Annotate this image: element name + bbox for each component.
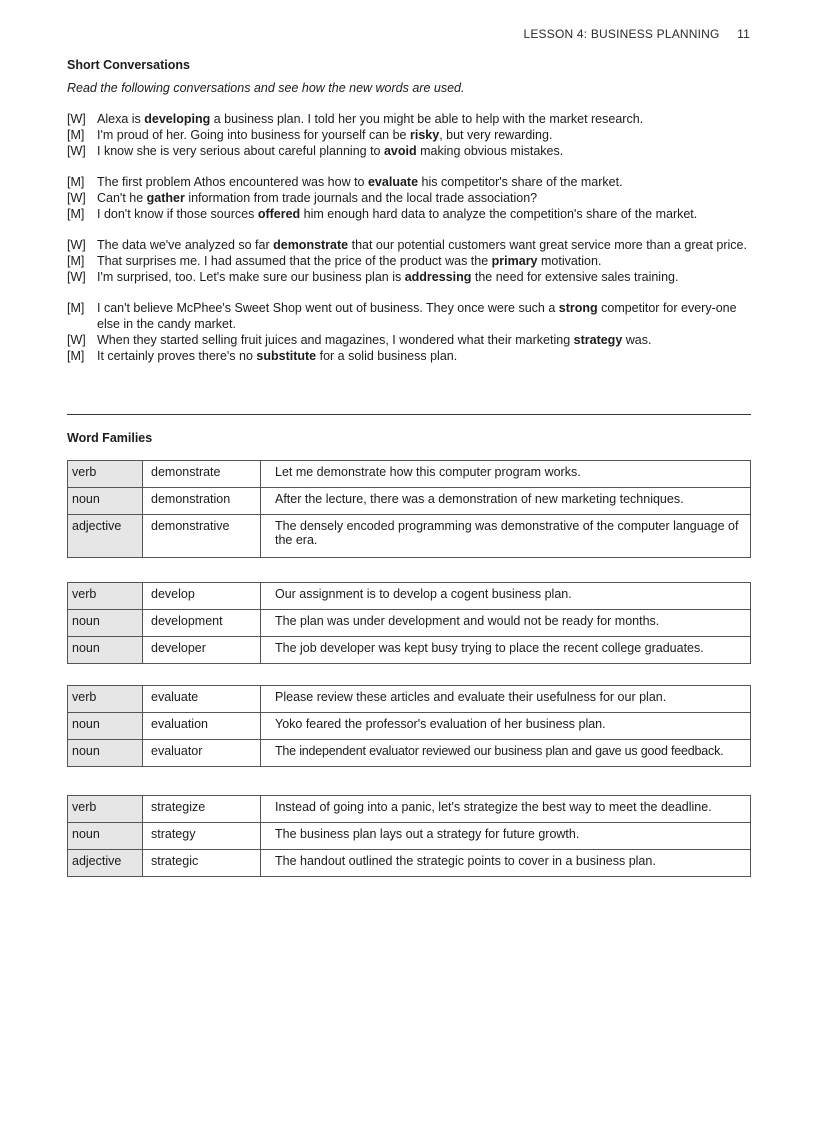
table-row xyxy=(68,850,751,877)
example-sentence: The handout outlined the strategic points to cover in a business plan. xyxy=(261,850,751,877)
table-row xyxy=(68,740,751,767)
line-text: It certainly proves there's no substitute for a solid business plan. xyxy=(97,349,458,363)
line-text: The data we've analyzed so far demonstrate that our potential customers want great service more than a great price. xyxy=(97,238,747,252)
conversations xyxy=(67,111,751,379)
line-text: That surprises me. I had assumed that the price of the product was the primary motivation. xyxy=(97,254,602,268)
line-text: When they started selling fruit juices and magazines, I wondered what their marketing strategy was. xyxy=(97,333,652,347)
conversation-line xyxy=(67,143,751,159)
conversation-line xyxy=(67,174,751,190)
speaker: [M] xyxy=(67,254,85,268)
word-form: strategize xyxy=(143,796,261,823)
speaker: [M] xyxy=(67,175,85,189)
conversation-line xyxy=(67,237,751,253)
table-row xyxy=(68,686,751,713)
line-text: Alexa is developing a business plan. I told her you might be able to help with the market research. xyxy=(97,112,644,126)
conversation-line xyxy=(67,332,751,348)
line-text: I can't believe McPhee's Sweet Shop went out of business. They once were such a strong competitor for every-one else in the candy market. xyxy=(97,301,737,331)
conversation-line xyxy=(67,269,751,285)
line-text: The first problem Athos encountered was how to evaluate his competitor's share of the market. xyxy=(97,175,623,189)
line-text: I don't know if those sources offered him enough hard data to analyze the competition's share of the market. xyxy=(97,207,698,221)
table-row xyxy=(68,713,751,740)
vocab-word: strategy xyxy=(573,333,623,347)
example-sentence: The densely encoded programming was demonstrative of the computer language of the era. xyxy=(261,515,751,558)
word-families-title: Word Families xyxy=(67,431,153,445)
line-text: I know she is very serious about careful planning to avoid making obvious mistakes. xyxy=(97,144,564,158)
example-sentence: The plan was under development and would not be ready for months. xyxy=(261,610,751,637)
conversation-line xyxy=(67,127,751,143)
vocab-word: evaluate xyxy=(367,175,419,189)
part-of-speech: verb xyxy=(68,461,143,488)
example-sentence: The business plan lays out a strategy for future growth. xyxy=(261,823,751,850)
word-form: strategic xyxy=(143,850,261,877)
section-divider xyxy=(67,414,751,415)
vocab-word: developing xyxy=(144,112,211,126)
table-row xyxy=(68,583,751,610)
word-family-table-strategize xyxy=(67,795,751,877)
vocab-word: offered xyxy=(257,207,301,221)
word-form: develop xyxy=(143,583,261,610)
part-of-speech: noun xyxy=(68,713,143,740)
example-sentence: Yoko feared the professor's evaluation of her business plan. xyxy=(261,713,751,740)
word-family-table-evaluate xyxy=(67,685,751,767)
conversation-group xyxy=(67,237,751,285)
line-text: I'm surprised, too. Let's make sure our business plan is addressing the need for extensive sales training. xyxy=(97,270,679,284)
speaker: [W] xyxy=(67,333,86,347)
example-sentence: Our assignment is to develop a cogent business plan. xyxy=(261,583,751,610)
vocab-word: avoid xyxy=(383,144,417,158)
conversation-group xyxy=(67,300,751,364)
example-sentence: After the lecture, there was a demonstration of new marketing techniques. xyxy=(261,488,751,515)
speaker: [W] xyxy=(67,112,86,126)
speaker: [M] xyxy=(67,349,85,363)
word-form: demonstrate xyxy=(143,461,261,488)
word-family-table-demonstrate xyxy=(67,460,751,558)
vocab-word: strong xyxy=(558,301,598,315)
word-form: evaluator xyxy=(143,740,261,767)
line-text: Can't he gather information from trade journals and the local trade association? xyxy=(97,191,538,205)
part-of-speech: verb xyxy=(68,796,143,823)
example-sentence: The job developer was kept busy trying to place the recent college graduates. xyxy=(261,637,751,664)
speaker: [M] xyxy=(67,207,85,221)
conversation-line xyxy=(67,190,751,206)
speaker: [M] xyxy=(67,128,85,142)
speaker: [W] xyxy=(67,144,86,158)
example-sentence: The independent evaluator reviewed our business plan and gave us good feedback. xyxy=(261,740,751,767)
example-sentence: Let me demonstrate how this computer program works. xyxy=(261,461,751,488)
conversation-group xyxy=(67,111,751,159)
conversation-line xyxy=(67,253,751,269)
line-text: I'm proud of her. Going into business for yourself can be risky, but very rewarding. xyxy=(97,128,553,142)
speaker: [M] xyxy=(67,301,85,315)
part-of-speech: noun xyxy=(68,488,143,515)
speaker: [W] xyxy=(67,270,86,284)
part-of-speech: verb xyxy=(68,583,143,610)
table-row xyxy=(68,610,751,637)
page-header xyxy=(523,27,750,41)
example-sentence: Instead of going into a panic, let's strategize the best way to meet the deadline. xyxy=(261,796,751,823)
word-form: strategy xyxy=(143,823,261,850)
vocab-word: substitute xyxy=(256,349,317,363)
word-form: evaluate xyxy=(143,686,261,713)
conversation-line xyxy=(67,348,751,364)
conversation-line xyxy=(67,206,751,222)
table-row xyxy=(68,461,751,488)
part-of-speech: adjective xyxy=(68,515,143,558)
conversation-group xyxy=(67,174,751,222)
instructions: Read the following conversations and see how the new words are used. xyxy=(67,81,465,95)
vocab-word: gather xyxy=(146,191,185,205)
table-row xyxy=(68,796,751,823)
short-conversations-title: Short Conversations xyxy=(67,58,190,72)
word-form: developer xyxy=(143,637,261,664)
conversation-line xyxy=(67,300,751,332)
vocab-word: primary xyxy=(491,254,538,268)
speaker: [W] xyxy=(67,238,86,252)
vocab-word: demonstrate xyxy=(273,238,349,252)
lesson-title: LESSON 4: BUSINESS PLANNING xyxy=(523,27,720,41)
vocab-word: risky xyxy=(409,128,440,142)
part-of-speech: noun xyxy=(68,740,143,767)
speaker: [W] xyxy=(67,191,86,205)
part-of-speech: noun xyxy=(68,823,143,850)
table-row xyxy=(68,515,751,558)
part-of-speech: noun xyxy=(68,637,143,664)
table-row xyxy=(68,637,751,664)
vocab-word: addressing xyxy=(404,270,472,284)
word-family-table-develop xyxy=(67,582,751,664)
word-form: evaluation xyxy=(143,713,261,740)
example-sentence: Please review these articles and evaluate their usefulness for our plan. xyxy=(261,686,751,713)
word-form: demonstrative xyxy=(143,515,261,558)
word-form: development xyxy=(143,610,261,637)
part-of-speech: noun xyxy=(68,610,143,637)
page-number: 11 xyxy=(737,27,750,41)
part-of-speech: adjective xyxy=(68,850,143,877)
table-row xyxy=(68,488,751,515)
table-row xyxy=(68,823,751,850)
part-of-speech: verb xyxy=(68,686,143,713)
word-form: demonstration xyxy=(143,488,261,515)
conversation-line xyxy=(67,111,751,127)
